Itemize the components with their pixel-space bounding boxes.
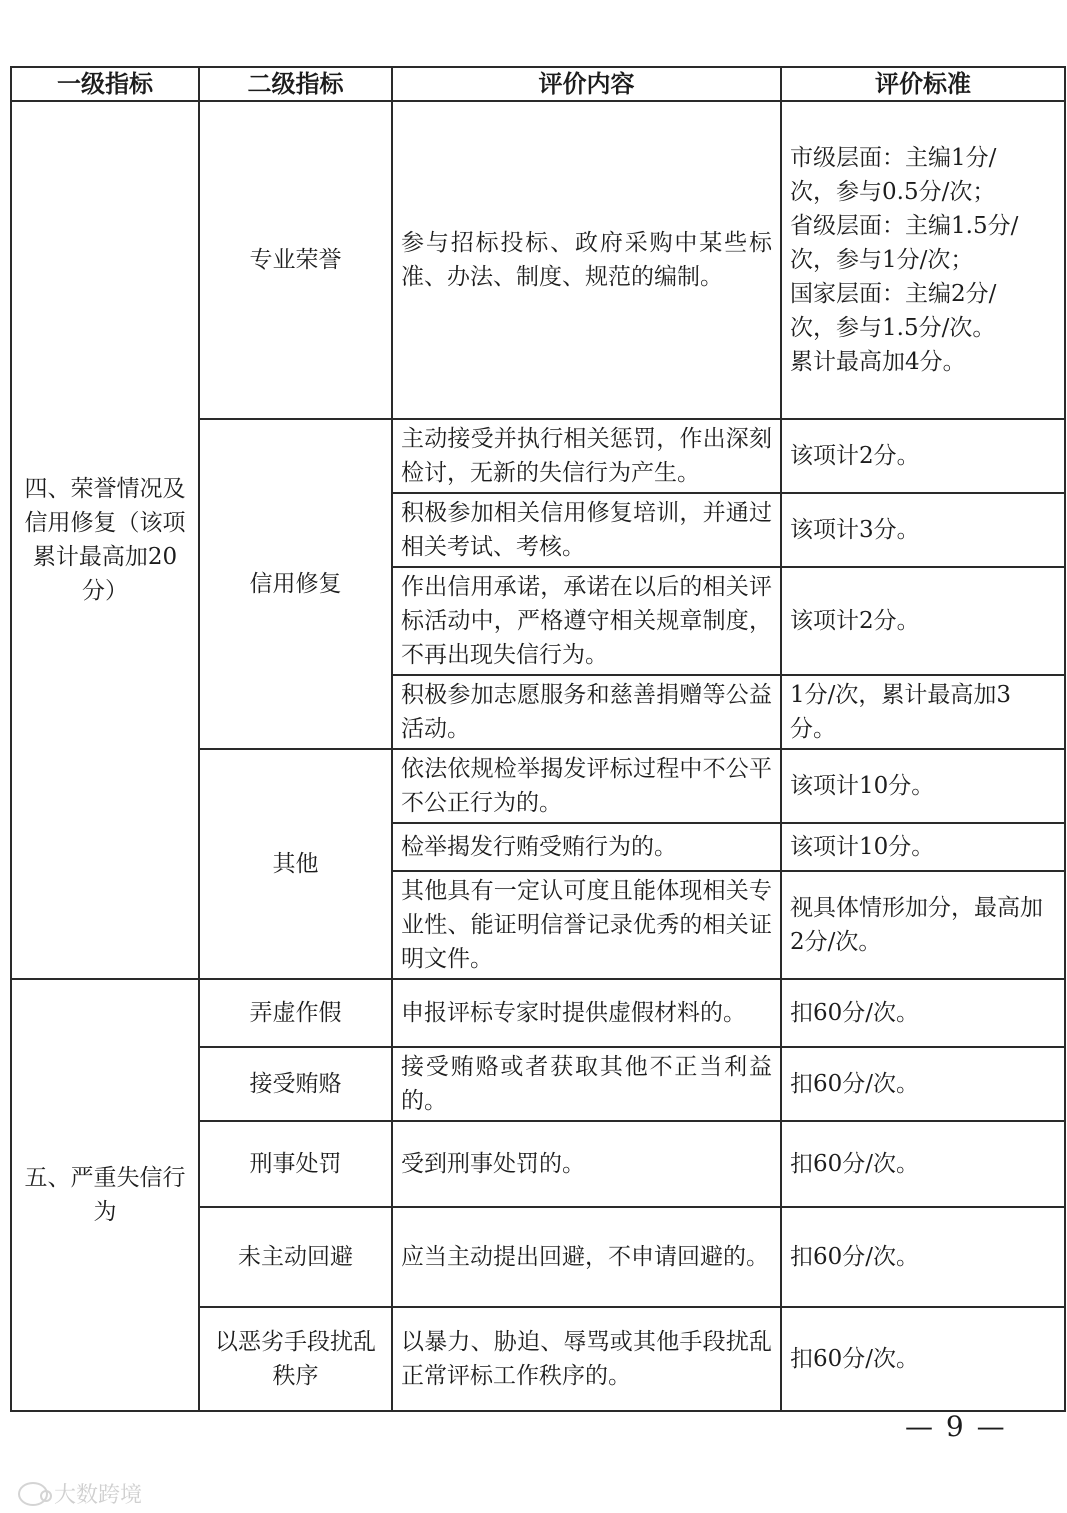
content-cell: 依法依规检举揭发评标过程中不公平不公正行为的。 xyxy=(392,749,781,823)
standard-cell: 该项计2分。 xyxy=(781,567,1065,675)
standard-line: 次，参与0.5分/次； xyxy=(790,179,996,205)
header-standard: 评价标准 xyxy=(781,67,1065,101)
content-cell: 以暴力、胁迫、辱骂或其他手段扰乱正常评标工作秩序的。 xyxy=(392,1307,781,1411)
standard-cell: 1分/次，累计最高加3分。 xyxy=(781,675,1065,749)
standard-line: 次，参与1分/次； xyxy=(790,247,974,273)
level2-cell: 未主动回避 xyxy=(199,1207,392,1307)
table-row xyxy=(11,101,1065,419)
standard-cell: 该项计10分。 xyxy=(781,823,1065,871)
table-header-row xyxy=(11,67,1065,101)
watermark-logo-icon xyxy=(18,1482,48,1506)
standard-cell: 扣60分/次。 xyxy=(781,1047,1065,1121)
content-cell: 接受贿赂或者获取其他不正当利益的。 xyxy=(392,1047,781,1121)
standard-cell: 该项计3分。 xyxy=(781,493,1065,567)
level2-cell: 以恶劣手段扰乱秩序 xyxy=(199,1307,392,1411)
standard-cell: 扣60分/次。 xyxy=(781,979,1065,1047)
content-cell: 受到刑事处罚的。 xyxy=(392,1121,781,1207)
standard-line: 累计最高加4分。 xyxy=(790,349,966,375)
content-cell: 参与招标投标、政府采购中某些标准、办法、制度、规范的编制。 xyxy=(392,101,781,419)
header-level2: 二级指标 xyxy=(199,67,392,101)
level2-cell: 弄虚作假 xyxy=(199,979,392,1047)
content-cell: 应当主动提出回避，不申请回避的。 xyxy=(392,1207,781,1307)
content-cell: 申报评标专家时提供虚假材料的。 xyxy=(392,979,781,1047)
level2-cell: 信用修复 xyxy=(199,419,392,749)
level2-cell: 专业荣誉 xyxy=(199,101,392,419)
level2-cell: 接受贿赂 xyxy=(199,1047,392,1121)
watermark xyxy=(18,1478,142,1509)
content-cell: 其他具有一定认可度且能体现相关专业性、能证明信誉记录优秀的相关证明文件。 xyxy=(392,871,781,979)
header-content: 评价内容 xyxy=(392,67,781,101)
standard-cell: 扣60分/次。 xyxy=(781,1121,1065,1207)
standard-line: 次，参与1.5分/次。 xyxy=(790,315,996,341)
content-cell: 主动接受并执行相关惩罚，作出深刻检讨，无新的失信行为产生。 xyxy=(392,419,781,493)
evaluation-table xyxy=(10,66,1066,1412)
content-cell: 检举揭发行贿受贿行为的。 xyxy=(392,823,781,871)
content-cell: 积极参加志愿服务和慈善捐赠等公益活动。 xyxy=(392,675,781,749)
watermark-text: 大数跨境 xyxy=(54,1483,143,1508)
standard-line: 市级层面：主编1分/ xyxy=(790,145,997,171)
table-row xyxy=(11,979,1065,1047)
standard-cell: 该项计2分。 xyxy=(781,419,1065,493)
standard-cell xyxy=(781,101,1065,419)
page-number: — 9 — xyxy=(905,1410,1007,1443)
content-cell: 积极参加相关信用修复培训，并通过相关考试、考核。 xyxy=(392,493,781,567)
standard-line: 国家层面：主编2分/ xyxy=(790,281,997,307)
standard-cell: 扣60分/次。 xyxy=(781,1307,1065,1411)
level2-cell: 刑事处罚 xyxy=(199,1121,392,1207)
header-level1: 一级指标 xyxy=(11,67,199,101)
content-cell: 作出信用承诺，承诺在以后的相关评标活动中，严格遵守相关规章制度，不再出现失信行为。 xyxy=(392,567,781,675)
level1-cell-honor: 四、荣誉情况及信用修复（该项累计最高加20分） xyxy=(11,101,199,979)
standard-line: 省级层面：主编1.5分/ xyxy=(790,213,1019,239)
level1-cell-dishonesty: 五、严重失信行为 xyxy=(11,979,199,1411)
standard-cell: 该项计10分。 xyxy=(781,749,1065,823)
level2-cell: 其他 xyxy=(199,749,392,979)
standard-cell: 视具体情形加分，最高加2分/次。 xyxy=(781,871,1065,979)
standard-cell: 扣60分/次。 xyxy=(781,1207,1065,1307)
